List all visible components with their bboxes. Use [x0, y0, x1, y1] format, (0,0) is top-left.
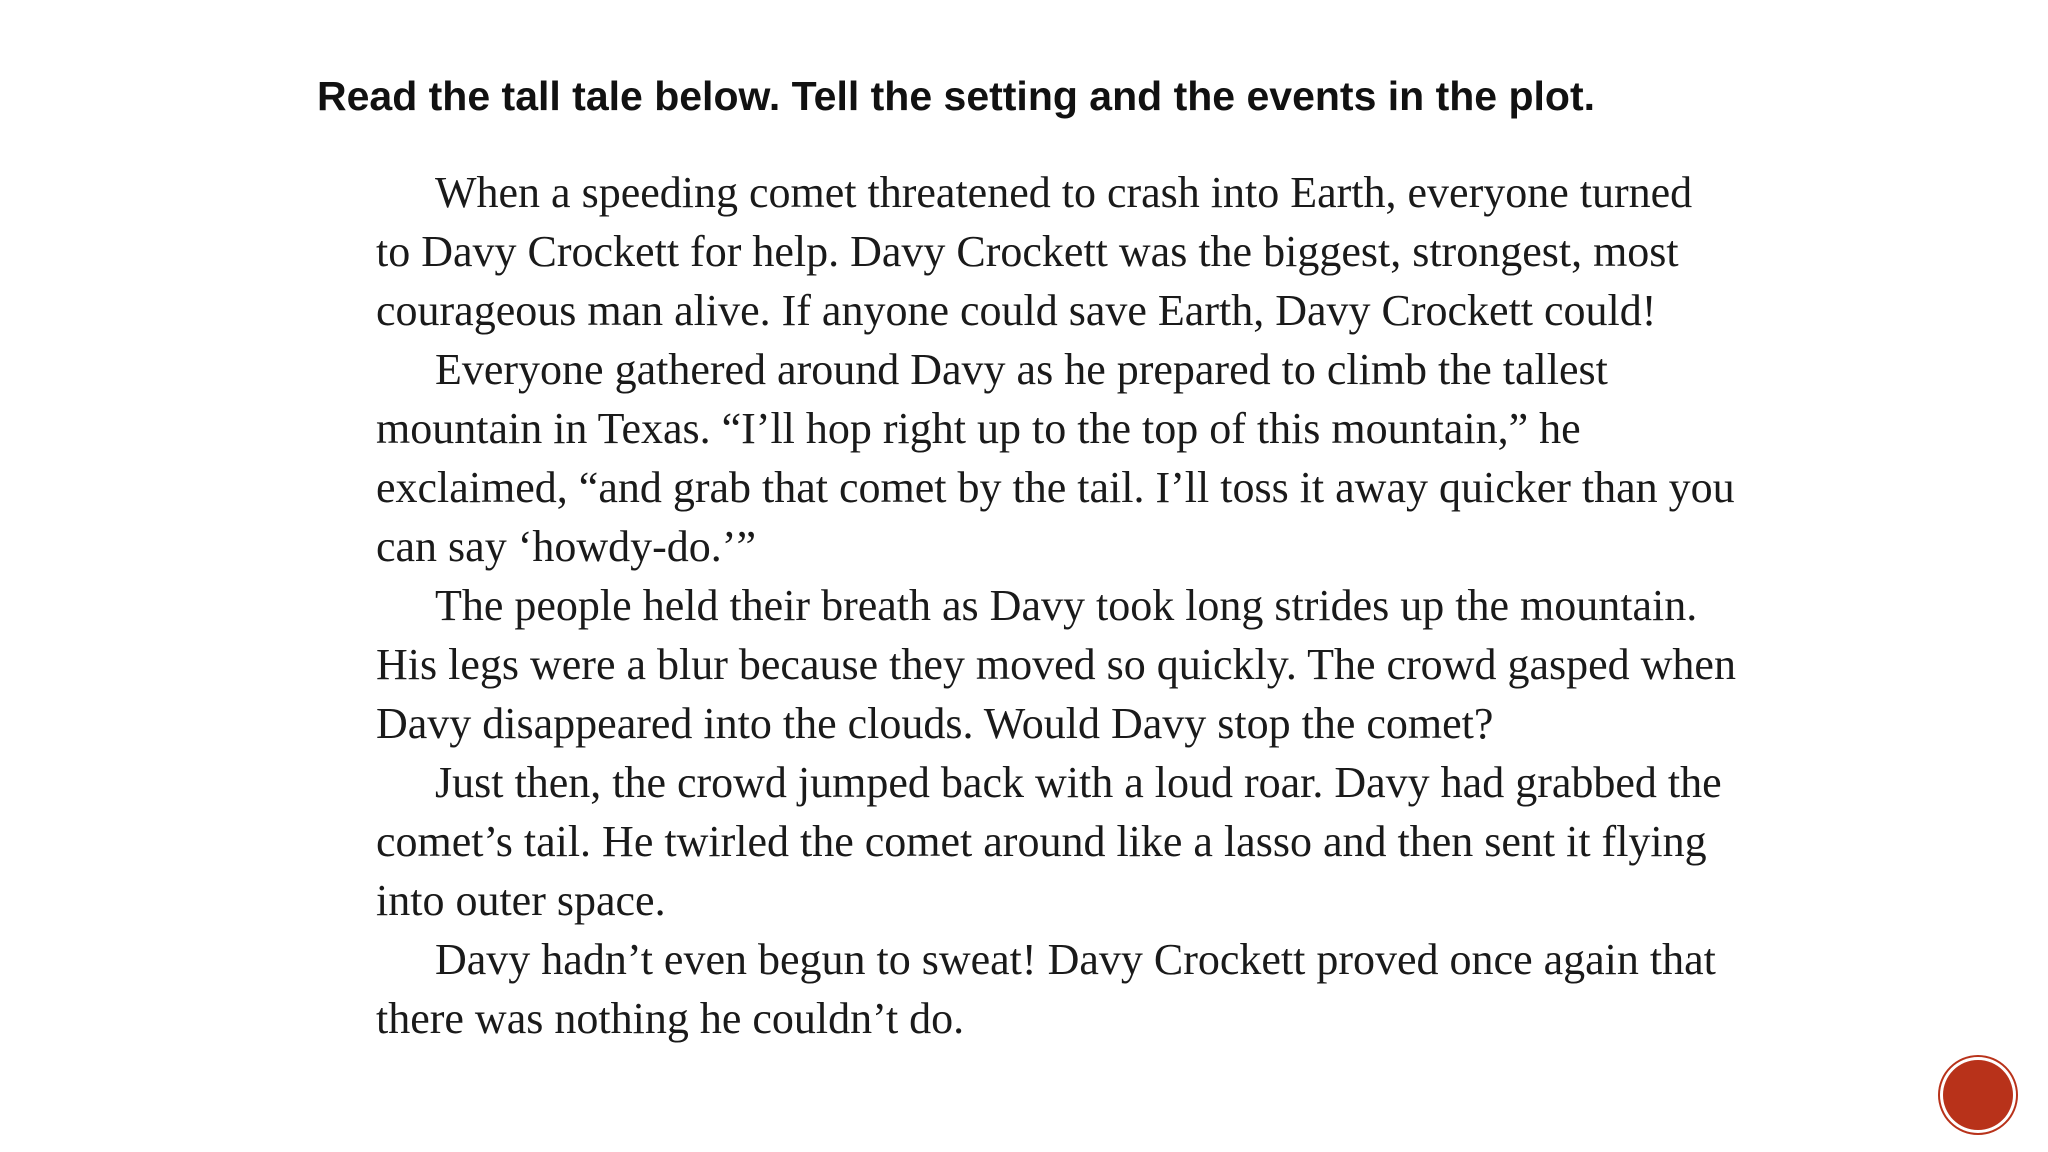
story-line: into outer space. — [376, 876, 666, 925]
story-line: mountain in Texas. “I’ll hop right up to the top of this mountain,” he — [376, 404, 1581, 453]
story-line: When a speeding comet threatened to crash into Earth, everyone turned — [435, 168, 1693, 217]
story-text — [376, 163, 1796, 1048]
story-line: comet’s tail. He twirled the comet around like a lasso and then sent it flying — [376, 817, 1707, 866]
story-line: exclaimed, “and grab that comet by the tail. I’ll toss it away quicker than you — [376, 463, 1735, 512]
story-line: there was nothing he couldn’t do. — [376, 994, 965, 1043]
story-line: to Davy Crockett for help. Davy Crockett was the biggest, strongest, most — [376, 227, 1679, 276]
story-line: His legs were a blur because they moved so quickly. The crowd gasped when — [376, 640, 1736, 689]
next-slide-button[interactable] — [1943, 1060, 2013, 1130]
instruction-heading: Read the tall tale below. Tell the setting and the events in the plot. — [317, 73, 1596, 119]
story-line: Everyone gathered around Davy as he prepared to climb the tallest — [435, 345, 1608, 394]
story-line: Just then, the crowd jumped back with a loud roar. Davy had grabbed the — [435, 758, 1722, 807]
story-line: Davy disappeared into the clouds. Would Davy stop the comet? — [376, 699, 1494, 748]
story-line: The people held their breath as Davy took long strides up the mountain. — [435, 581, 1698, 630]
story-line: courageous man alive. If anyone could save Earth, Davy Crockett could! — [376, 286, 1657, 335]
story-line: can say ‘howdy-do.’” — [376, 522, 756, 571]
story-line: Davy hadn’t even begun to sweat! Davy Crockett proved once again that — [435, 935, 1716, 984]
